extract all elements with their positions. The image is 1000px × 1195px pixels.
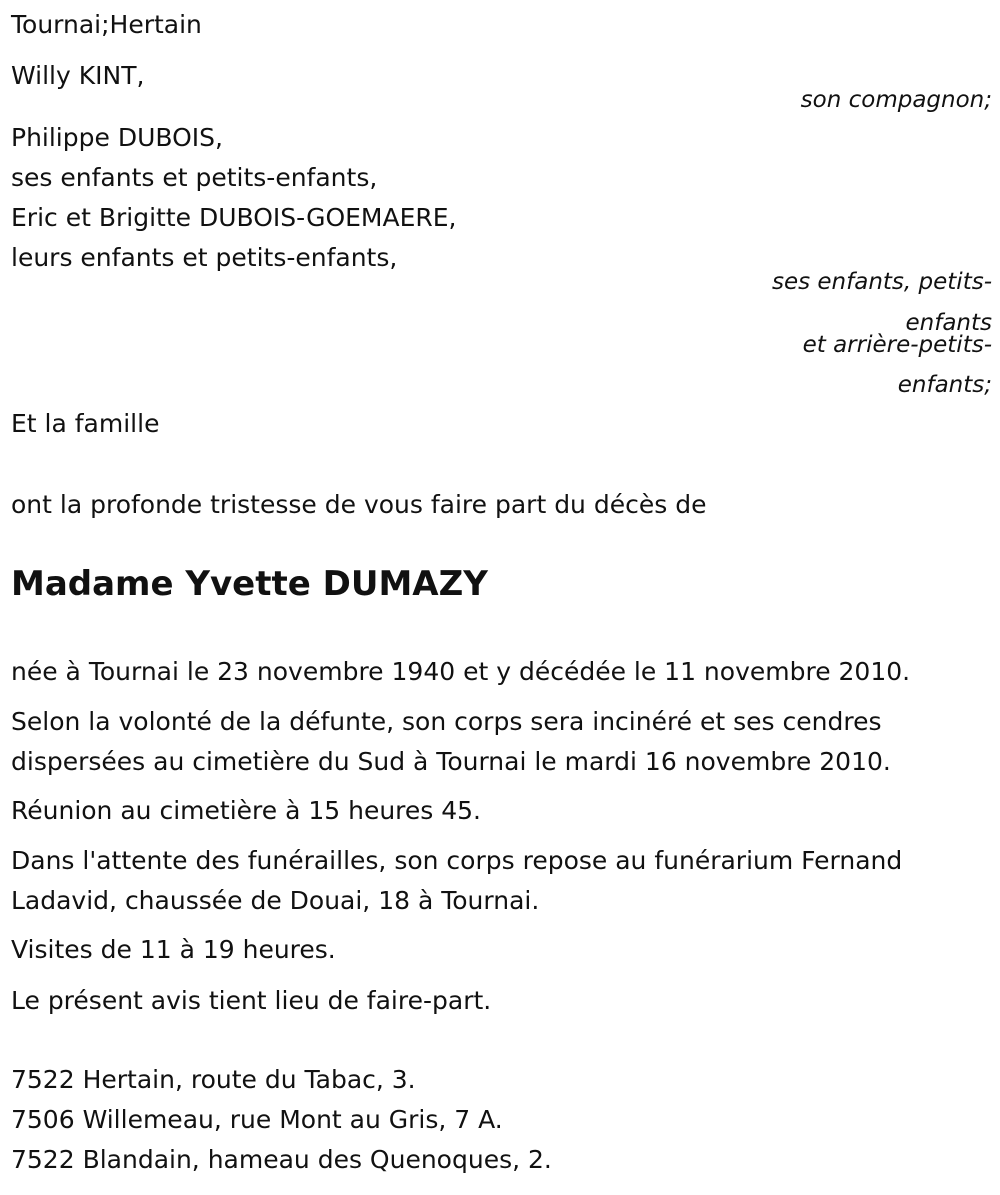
address-line-2: 7506 Willemeau, rue Mont au Gris, 7 A. [11,1105,503,1134]
child-line-1: Philippe DUBOIS, [11,123,223,152]
children-role-line-3: et arrière-petits- [802,332,992,358]
child-line-3: Eric et Brigitte DUBOIS-GOEMAERE, [11,203,457,232]
visits-text: Visites de 11 à 19 heures. [11,935,336,964]
companion-name: Willy KINT, [11,61,145,90]
meeting-text: Réunion au cimetière à 15 heures 45. [11,796,482,825]
child-line-2: ses enfants et petits-enfants, [11,163,378,192]
cremation-text-line-1: Selon la volonté de la défunte, son corps sera incinéré et ses cendres [11,707,882,736]
children-role-line-4: enfants; [897,372,992,398]
location-heading: Tournai;Hertain [11,10,202,39]
address-line-3: 7522 Blandain, hameau des Quenoques, 2. [11,1145,552,1174]
extended-family: Et la famille [11,409,160,438]
notice-text: Le présent avis tient lieu de faire-part. [11,986,492,1015]
companion-role: son compagnon; [800,87,992,113]
children-role-line-2: enfants [905,310,992,336]
birth-death-text: née à Tournai le 23 novembre 1940 et y décédée le 11 novembre 2010. [11,657,911,686]
cremation-text-line-2: dispersées au cimetière du Sud à Tournai le mardi 16 novembre 2010. [11,747,891,776]
funerarium-text-line-1: Dans l'attente des funérailles, son corps repose au funérarium Fernand [11,846,903,875]
child-line-4: leurs enfants et petits-enfants, [11,243,398,272]
address-line-1: 7522 Hertain, route du Tabac, 3. [11,1065,416,1094]
announcement-text: ont la profonde tristesse de vous faire part du décès de [11,490,707,519]
children-role-line-1: ses enfants, petits- [771,269,992,295]
deceased-name: Madame Yvette DUMAZY [11,564,488,604]
funerarium-text-line-2: Ladavid, chaussée de Douai, 18 à Tournai. [11,886,540,915]
